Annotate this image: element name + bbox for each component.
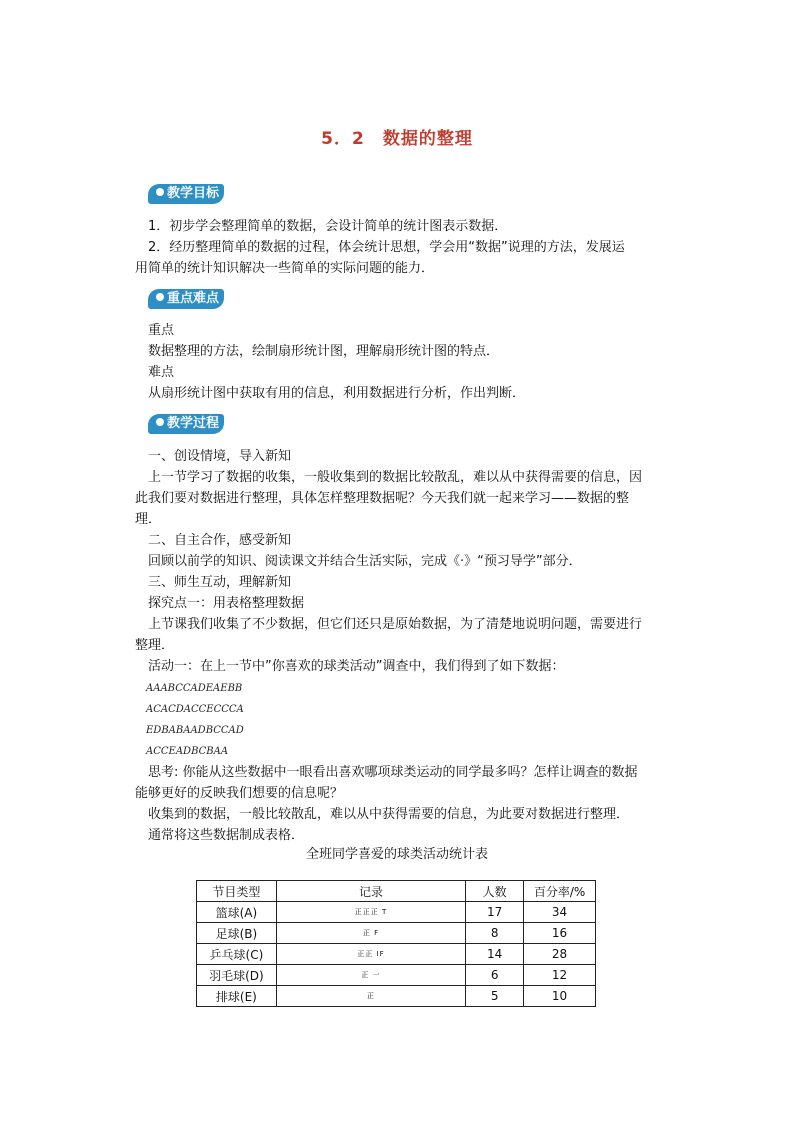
section-badge-key-points <box>148 289 224 309</box>
process-line: 回顾以前学的知识、阅读课文并结合生活实际，完成《·》“预习导学”部分． <box>148 554 582 569</box>
objective-line: 1．初步学会整理简单的数据，会设计简单的统计图表示数据． <box>148 219 508 234</box>
process-line: 一、创设情境，导入新知 <box>148 449 292 464</box>
table-row <box>197 902 596 923</box>
cell-percent: 12 <box>524 965 596 986</box>
table-row <box>197 944 596 965</box>
cell-tally: 正 一 <box>276 965 465 986</box>
badge-dot-icon <box>156 188 164 196</box>
table-row <box>197 965 596 986</box>
column-header: 记录 <box>276 881 465 902</box>
cell-count: 8 <box>466 923 524 944</box>
cell-percent: 10 <box>524 986 596 1007</box>
cell-type: 乒乓球(C) <box>197 944 277 965</box>
keypoint-line: 从扇形统计图中获取有用的信息，利用数据进行分析，作出判断． <box>148 386 526 401</box>
process-line: 二、自主合作，感受新知 <box>148 533 292 548</box>
cell-type: 排球(E) <box>197 986 277 1007</box>
cell-type: 足球(B) <box>197 923 277 944</box>
objective-line: 2．经历整理简单的数据的过程，体会统计思想，学会用“数据”说理的方法，发展运 <box>148 240 625 255</box>
page-title: 5．2 数据的整理 <box>321 129 473 149</box>
cell-tally: 正 F <box>276 923 465 944</box>
process-line: 上节课我们收集了不少数据，但它们还只是原始数据，为了清楚地说明问题，需要进行 <box>148 617 643 632</box>
section-badge-process <box>148 414 224 434</box>
process-line: 通常将这些数据制成表格． <box>148 828 305 843</box>
process-line: 活动一：在上一节中”你喜欢的球类活动”调查中，我们得到了如下数据： <box>148 659 565 674</box>
cell-tally: 正正正 T <box>276 902 465 923</box>
process-line: 理． <box>135 512 162 527</box>
section-badge-objectives <box>148 184 224 204</box>
cell-count: 5 <box>466 986 524 1007</box>
keypoint-line: 难点 <box>148 365 175 380</box>
cell-count: 6 <box>466 965 524 986</box>
process-line: 思考: 你能从这些数据中一眼看出喜欢哪项球类运动的同学最多吗？怎样让调查的数据 <box>148 765 638 780</box>
keypoint-line: 重点 <box>148 323 175 338</box>
process-line: 上一节学习了数据的收集，一般收集到的数据比较散乱，难以从中获得需要的信息，因 <box>148 470 643 485</box>
process-line: 三、师生互动，理解新知 <box>148 575 292 590</box>
table-row <box>197 986 596 1007</box>
badge-label: 教学过程 <box>167 416 220 431</box>
raw-data-line: EDBABAADBCCAD <box>146 725 244 736</box>
table-caption: 全班同学喜爱的球类活动统计表 <box>305 847 488 862</box>
cell-percent: 34 <box>524 902 596 923</box>
objective-line: 用简单的统计知识解决一些简单的实际问题的能力． <box>135 261 435 276</box>
cell-count: 14 <box>466 944 524 965</box>
cell-percent: 16 <box>524 923 596 944</box>
badge-label: 教学目标 <box>167 186 220 201</box>
stats-table <box>196 880 596 1007</box>
table-header-row <box>197 881 596 902</box>
raw-data-line: ACCEADBCBAA <box>146 746 229 757</box>
cell-tally: 正 <box>276 986 465 1007</box>
process-line: 探究点一：用表格整理数据 <box>148 596 305 611</box>
process-line: 此我们要对数据进行整理，具体怎样整理数据呢？今天我们就一起来学习——数据的整 <box>135 491 630 506</box>
process-line: 能够更好的反映我们想要的信息呢？ <box>135 786 344 801</box>
badge-label: 重点难点 <box>167 291 220 306</box>
cell-type: 篮球(A) <box>197 902 277 923</box>
raw-data-line: AAABCCADEAEBB <box>146 683 243 694</box>
cell-tally: 正正 IF <box>276 944 465 965</box>
table-row <box>197 923 596 944</box>
badge-dot-icon <box>156 418 164 426</box>
process-line: 整理． <box>135 638 175 653</box>
process-line: 收集到的数据，一般比较散乱，难以从中获得需要的信息，为此要对数据进行整理． <box>148 807 630 822</box>
cell-percent: 28 <box>524 944 596 965</box>
badge-dot-icon <box>156 293 164 301</box>
column-header: 人数 <box>466 881 524 902</box>
column-header: 节目类型 <box>197 881 277 902</box>
cell-count: 17 <box>466 902 524 923</box>
keypoint-line: 数据整理的方法，绘制扇形统计图，理解扇形统计图的特点． <box>148 344 500 359</box>
column-header: 百分率/% <box>524 881 596 902</box>
cell-type: 羽毛球(D) <box>197 965 277 986</box>
raw-data-line: ACACDACCECCCA <box>146 704 244 715</box>
